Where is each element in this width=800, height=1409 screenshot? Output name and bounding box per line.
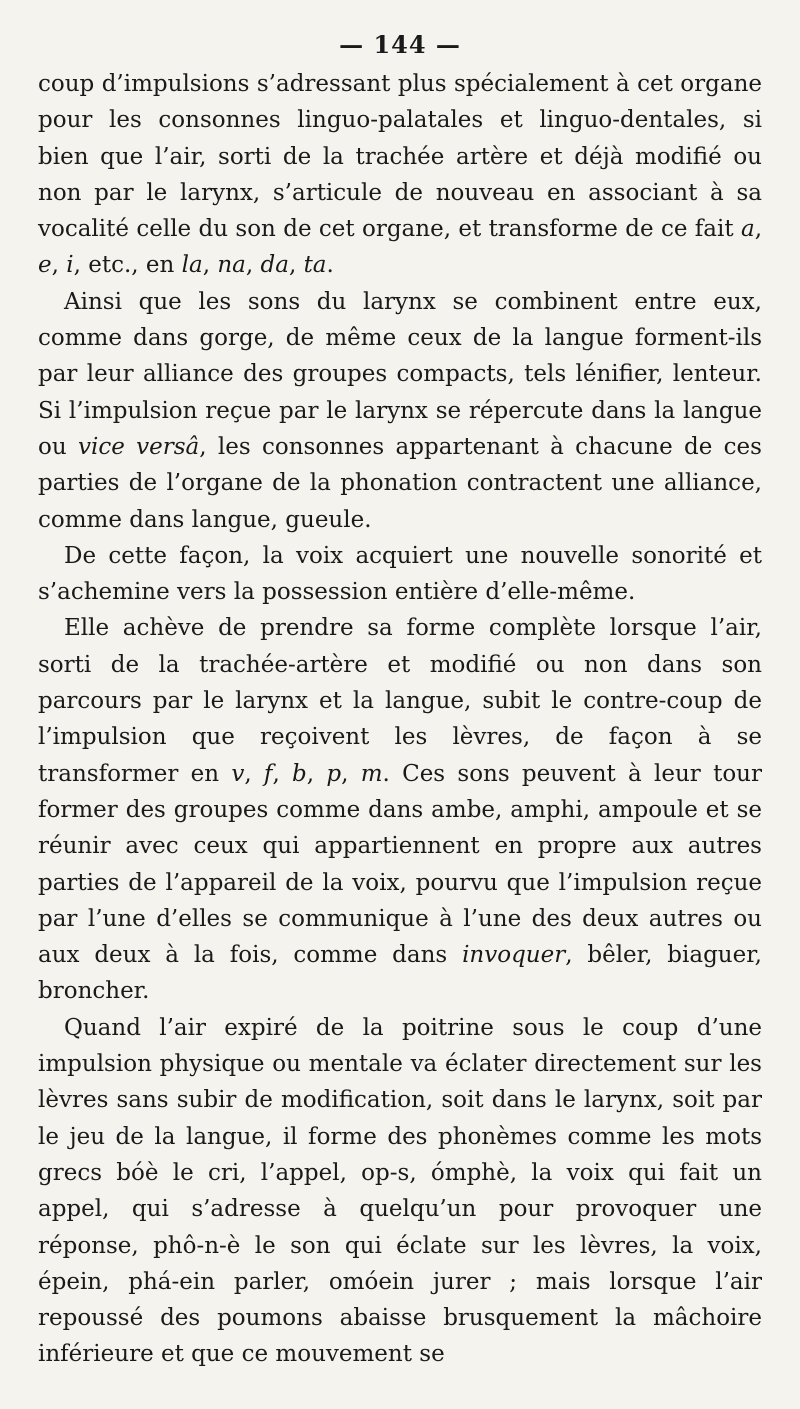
italic-text: i [66,252,74,279]
body-text [38,66,762,1373]
text-run: Elle achève de prendre sa forme complète lorsque l’air, sorti de la trachée-artère et modifié ou non dans son parcours par le larynx et la langue, subit le contre-coup de l’impulsion que reçoivent les lèvres, de façon à se transformer en [38,615,762,787]
italic-text: b [292,760,307,787]
italic-text: na [217,252,246,279]
text-run: Ainsi que les sons du larynx se combinent entre eux, comme dans gorge, de même ceux de la langue forment-ils par leur alliance des groupes compacts, tels lénifier, lenteur. Si l’impulsion reçue par le larynx se répercute dans la langue ou [38,288,762,460]
italic-text: invoquer [462,942,566,969]
text-run: . [326,252,334,279]
italic-text: da [260,252,289,279]
text-run: , [202,252,218,279]
paragraph [38,610,762,1009]
italic-text: f [263,760,273,787]
italic-text: e [38,252,52,279]
text-run: Quand l’air expiré de la poitrine sous le coup d’une impulsion physique ou mentale va éclater directement sur les lèvres sans subir de modification, soit dans le larynx, soit par le jeu de la langue, il forme des phonèmes comme les mots grecs bóè le cri, l’appel, op-s, ómphè, la voix qui fait un appel, qui s’adresse à quelqu’un pour provoquer une réponse, phô-n-è le son qui éclate sur les lèvres, la voix, épein, phá-ein parler, omóein jurer ; mais lorsque l’air repoussé des poumons abaisse brusquement la mâchoire inférieure et que ce mouvement se [38,1014,762,1368]
italic-text: vice versâ [77,433,200,460]
paragraph [38,284,762,538]
text-run: , etc., en [73,252,182,279]
text-run: , les consonnes appartenant à chacune de ces parties de l’organe de la phonation contractent une alliance, comme dans langue, gueule. [38,433,762,533]
text-run: , [244,760,264,787]
text-run: , [272,760,293,787]
text-run: , [341,760,361,787]
italic-text: la [181,252,203,279]
italic-text: ta [303,252,327,279]
text-run: , [306,760,327,787]
text-run: coup d’impulsions s’adressant plus spécialement à cet organe pour les consonnes linguo-palatales et linguo-dentales, si bien que l’air, sorti de la trachée artère et déjà modifié ou non par le larynx, s’articule de nouveau en associant à sa vocalité celle du son de cet organe, et transforme de ce fait [38,71,762,243]
paragraph [38,66,762,284]
text-run: . Ces sons peuvent à leur tour former des groupes comme dans ambe, amphi, ampoule et se réunir avec ceux qui appartiennent en propre aux autres parties de l’appareil de la voix, pourvu que l’impulsion reçue par l’une d’elles se communique à l’une des deux autres ou aux deux à la fois, comme dans [38,760,762,969]
text-run: , bêler, biaguer, broncher. [38,942,762,1005]
text-run: , [288,252,304,279]
paragraph [38,1010,762,1373]
text-run: , [245,252,261,279]
italic-text: v [231,760,245,787]
italic-text: m [360,760,383,787]
text-run: De cette façon, la voix acquiert une nouvelle sonorité et s’achemine vers la possession entière d’elle-même. [38,542,762,606]
italic-text: a [740,216,755,243]
page-number: — 144 — [339,30,461,59]
text-run: , [754,216,762,243]
text-run: , [51,252,67,279]
italic-text: p [326,760,342,787]
paragraph [38,538,762,611]
